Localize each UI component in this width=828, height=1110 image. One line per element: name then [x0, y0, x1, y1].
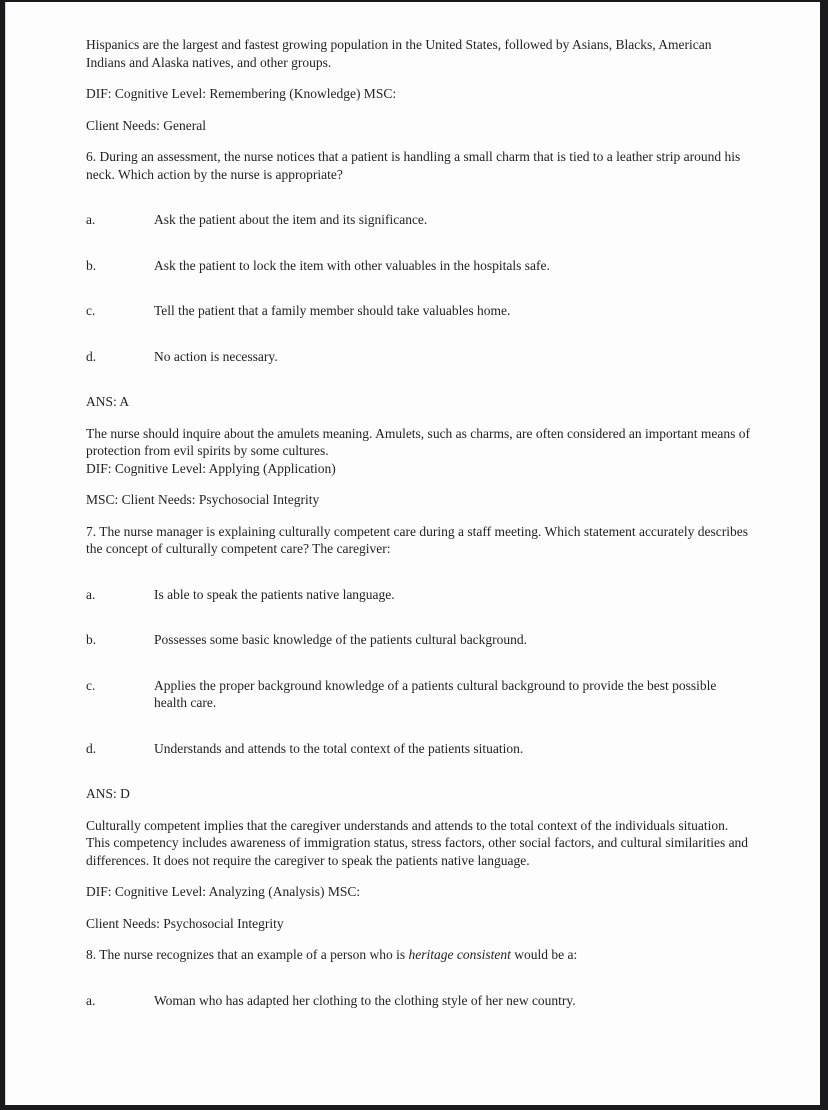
question-6-option-d [86, 348, 750, 366]
paragraph-msc-q6: MSC: Client Needs: Psychosocial Integrity [86, 492, 320, 507]
paragraph-client-needs-q7: Client Needs: Psychosocial Integrity [86, 915, 284, 931]
question-8-stem-prefix: 8. The nurse recognizes that an example of a person who is [86, 947, 409, 962]
option-letter: d. [86, 348, 97, 364]
question-8-stem-italic-term: heritage consistent [408, 947, 511, 962]
question-6-rationale-block [86, 425, 750, 478]
question-6-answer: ANS: A [86, 394, 130, 409]
question-7-answer: ANS: D [86, 786, 130, 801]
option-text: Ask the patient about the item and its significance. [154, 212, 428, 227]
paragraph-dif-q7: DIF: Cognitive Level: Analyzing (Analysis) MSC: [86, 884, 361, 899]
document-content [6, 2, 820, 1009]
option-letter: b. [86, 632, 97, 647]
question-8-stem [86, 946, 750, 964]
question-7-option-c [86, 677, 750, 712]
paragraph-dif-q5: DIF: Cognitive Level: Remembering (Knowledge) MSC: [86, 86, 397, 101]
question-7-stem: 7. The nurse manager is explaining culturally competent care during a staff meeting. Which statement accurately describes the concept of culturally competent care? The caregiver: [86, 523, 749, 556]
question-6-rationale: The nurse should inquire about the amulets meaning. Amulets, such as charms, are often considered an important means of protection from evil spirits by some cultures. [86, 425, 750, 458]
option-letter: a. [86, 212, 96, 227]
question-6-stem: 6. During an assessment, the nurse notices that a patient is handling a small charm that is tied to a leather strip around his neck. Which action by the nurse is appropriate? [86, 149, 741, 182]
option-text: Possesses some basic knowledge of the patients cultural background. [154, 632, 528, 647]
option-text: Tell the patient that a family member should take valuables home. [154, 303, 511, 318]
option-letter: b. [86, 257, 97, 273]
question-8-option-a [86, 992, 750, 1010]
option-letter: c. [86, 303, 96, 318]
option-letter: d. [86, 740, 97, 756]
option-letter: a. [86, 586, 96, 602]
paragraph-dif-q6: DIF: Cognitive Level: Applying (Application) [86, 460, 336, 476]
question-6-option-a [86, 211, 750, 229]
question-7-option-d [86, 740, 750, 758]
option-text: Ask the patient to lock the item with other valuables in the hospitals safe. [154, 257, 550, 273]
question-7-option-b [86, 631, 750, 649]
option-text: Woman who has adapted her clothing to the clothing style of her new country. [154, 992, 576, 1008]
option-letter: c. [86, 677, 96, 693]
question-7-option-a [86, 586, 750, 604]
option-text: Applies the proper background knowledge of a patients cultural background to provide the best possible health care. [154, 677, 717, 710]
option-text: Is able to speak the patients native language. [154, 586, 395, 602]
paragraph-intro-feedback: Hispanics are the largest and fastest growing population in the United States, followed by Asians, Blacks, American Indians and Alaska natives, and other groups. [86, 37, 712, 70]
option-text: Understands and attends to the total context of the patients situation. [154, 740, 524, 756]
document-page [5, 2, 820, 1105]
option-letter: a. [86, 992, 96, 1008]
question-6-option-c [86, 302, 750, 320]
question-8-stem-suffix: would be a: [510, 947, 578, 962]
question-6-option-b [86, 257, 750, 275]
option-text: No action is necessary. [154, 348, 278, 364]
question-7-rationale: Culturally competent implies that the caregiver understands and attends to the total context of the individuals situation. This competency includes awareness of immigration status, stress factors, other social factors, and cultural similarities and differences. It does not require the caregiver to speak the patients native language. [86, 817, 749, 868]
paragraph-client-needs-q5: Client Needs: General [86, 117, 206, 133]
